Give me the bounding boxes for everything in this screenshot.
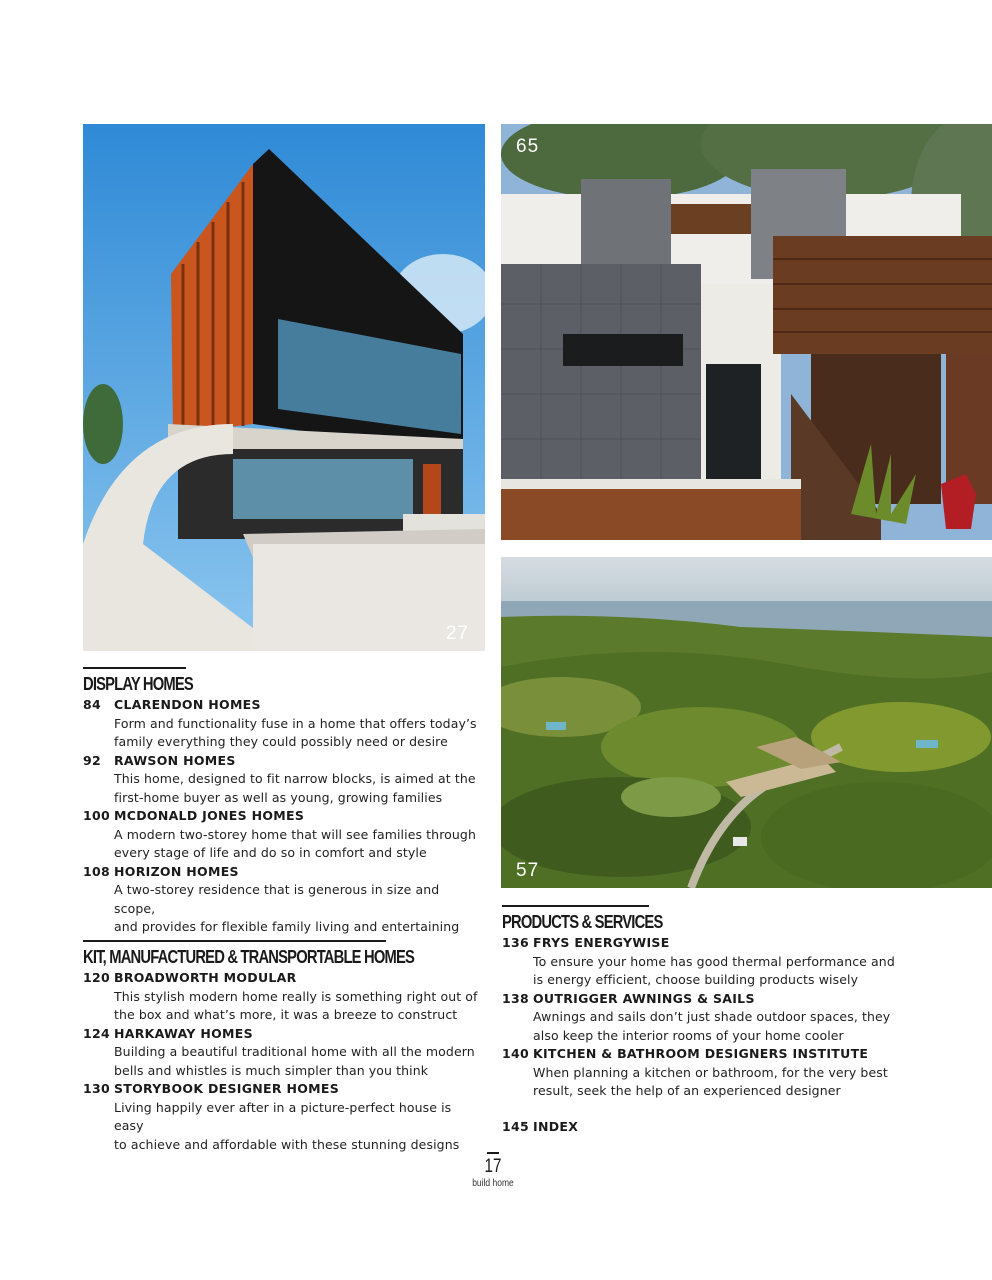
toc-entry[interactable] — [83, 969, 483, 1025]
toc-entry[interactable] — [83, 1025, 483, 1081]
toc-entry[interactable] — [502, 990, 902, 1046]
section-title: DISPLAY HOMES — [83, 674, 193, 694]
toc-entry[interactable] — [502, 1045, 902, 1101]
entry-name: KITCHEN & BATHROOM DESIGNERS INSTITUTE — [533, 1046, 869, 1061]
entry-name: HORIZON HOMES — [114, 863, 239, 879]
entry-description-line: is energy efficient, choose building products wisely — [533, 972, 859, 987]
section-products-services — [502, 905, 902, 1136]
entry-page-number: 138 — [502, 990, 529, 1006]
entry-description-line: A modern two-storey home that will see families through — [114, 826, 476, 842]
entry-description-line: and provides for flexible family living and entertaining — [114, 919, 460, 934]
entry-page-number: 92 — [83, 752, 101, 768]
toc-entry[interactable] — [83, 1080, 483, 1154]
entry-description-line: A two-storey residence that is generous in size and scope, — [114, 882, 440, 916]
entry-name: RAWSON HOMES — [114, 752, 236, 768]
entry-description-line: family everything they could possibly need or desire — [114, 734, 448, 749]
entry-description-line: to achieve and affordable with these stunning designs — [114, 1136, 460, 1152]
section-rule — [83, 667, 186, 669]
entry-name: HARKAWAY HOMES — [114, 1025, 253, 1041]
toc-entry[interactable] — [83, 863, 483, 937]
entry-page-number: 108 — [83, 863, 110, 879]
folio-publication: build home — [472, 1178, 514, 1189]
photo-aerial-coast — [501, 557, 992, 888]
entry-description-line: Awnings and sails don’t just shade outdoor spaces, they — [533, 1009, 891, 1024]
entry-name: BROADWORTH MODULAR — [114, 970, 297, 985]
toc-entry[interactable] — [83, 696, 483, 752]
entry-description-line: This stylish modern home really is something right out of — [114, 988, 478, 1004]
photo-angular-house — [83, 124, 485, 651]
entry-name: FRYS ENERGYWISE — [533, 935, 670, 950]
entry-description-line: result, seek the help of an experienced designer — [533, 1083, 841, 1098]
section-rule — [83, 940, 386, 942]
entry-description-line: the box and what’s more, it was a breeze to construct — [114, 1007, 458, 1022]
entry-name: INDEX — [533, 1118, 579, 1134]
photo-grey-house — [501, 124, 992, 540]
photo-page-number: 57 — [516, 860, 540, 881]
toc-entry[interactable] — [502, 934, 902, 990]
entry-page-number: 100 — [83, 808, 110, 823]
folio-rule — [487, 1152, 499, 1154]
entry-description-line: also keep the interior rooms of your home cooler — [533, 1027, 844, 1043]
entry-page-number: 120 — [83, 970, 110, 985]
entry-description-line: To ensure your home has good thermal performance and — [533, 953, 895, 969]
photo-page-number: 27 — [445, 623, 469, 644]
entry-description-line: Living happily ever after in a picture-perfect house is easy — [114, 1099, 452, 1133]
folio-page-number: 17 — [484, 1156, 502, 1177]
section-title: KIT, MANUFACTURED & TRANSPORTABLE HOMES — [83, 947, 415, 967]
entry-page-number: 145 — [502, 1118, 529, 1134]
section-kit-homes — [83, 940, 483, 1154]
entry-page-number: 84 — [83, 697, 101, 712]
entry-page-number: 130 — [83, 1081, 110, 1096]
toc-entry[interactable] — [83, 752, 483, 808]
section-title: PRODUCTS & SERVICES — [502, 912, 663, 932]
entry-description-line: This home, designed to fit narrow blocks, is aimed at the — [114, 771, 476, 786]
toc-entry-index[interactable] — [502, 1118, 902, 1137]
entry-description-line: first-home buyer as well as young, growing families — [114, 789, 443, 805]
section-rule — [502, 905, 649, 907]
entry-name: MCDONALD JONES HOMES — [114, 808, 305, 823]
entry-page-number: 140 — [502, 1046, 529, 1061]
entry-description-line: Form and functionality fuse in a home that offers today’s — [114, 715, 477, 731]
page-folio — [446, 1152, 540, 1189]
entry-description-line: bells and whistles is much simpler than you think — [114, 1062, 429, 1078]
section-display-homes — [83, 667, 483, 937]
entry-name: STORYBOOK DESIGNER HOMES — [114, 1081, 340, 1096]
entry-page-number: 136 — [502, 935, 529, 950]
toc-entry[interactable] — [83, 807, 483, 863]
entry-name: CLARENDON HOMES — [114, 697, 261, 712]
entry-name: OUTRIGGER AWNINGS & SAILS — [533, 990, 755, 1006]
entry-description-line: When planning a kitchen or bathroom, for the very best — [533, 1064, 888, 1080]
entry-page-number: 124 — [83, 1025, 110, 1041]
entry-description-line: every stage of life and do so in comfort and style — [114, 845, 427, 860]
photo-page-number: 65 — [516, 136, 540, 157]
entry-description-line: Building a beautiful traditional home with all the modern — [114, 1044, 475, 1059]
